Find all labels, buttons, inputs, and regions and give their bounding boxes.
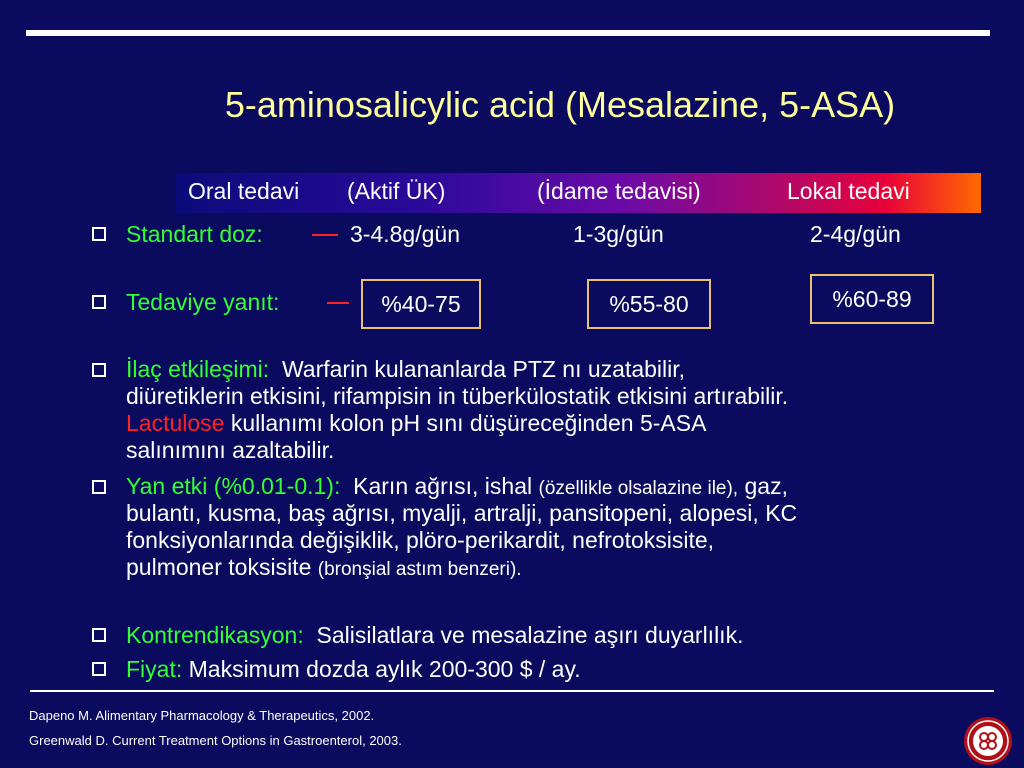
bottom-rule: [30, 690, 994, 692]
interaction-line-3: Lactulose kullanımı kolon pH sını düşüreceğinden 5-ASA: [126, 410, 707, 436]
dose-aktif: 3-4.8g/gün: [350, 221, 460, 247]
price-label: Fiyat:: [126, 656, 183, 682]
bullet-square-icon: [92, 480, 106, 494]
bullet-square-icon: [92, 295, 106, 309]
interaction-line-1: İlaç etkileşimi: Warfarin kulananlarda PTZ nı uzatabilir,: [126, 356, 686, 382]
response-aktif-box: %40-75: [361, 279, 481, 329]
header-oral: Oral tedavi: [188, 178, 300, 204]
side-effect-line-3: fonksiyonlarında değişiklik, plöro-perikardit, nefrotoksisite,: [126, 527, 715, 553]
reference-1: Dapeno M. Alimentary Pharmacology & Therapeutics, 2002.: [29, 708, 375, 723]
interaction-label: İlaç etkileşimi:: [126, 356, 270, 382]
price-line: Fiyat: Maksimum dozda aylık 200-300 $ / ay.: [126, 656, 581, 682]
header-idame: (İdame tedavisi): [537, 178, 701, 204]
interaction-line-4: salınımını azaltabilir.: [126, 437, 335, 463]
reference-2: Greenwald D. Current Treatment Options in Gastroenterol, 2003.: [29, 733, 402, 748]
response-dash: [327, 302, 349, 304]
contra-label: Kontrendikasyon:: [126, 622, 304, 648]
side-effect-line-4: pulmoner toksisite (bronşial astım benzeri).: [126, 554, 522, 580]
bullet-square-icon: [92, 363, 106, 377]
dose-idame: 1-3g/gün: [573, 221, 664, 247]
top-rule: [26, 30, 990, 36]
university-seal-icon: [963, 716, 1013, 766]
side-effect-line-2: bulantı, kusma, baş ağrısı, myalji, artralji, pansitopeni, alopesi, KC: [126, 500, 798, 526]
side-effect-label: Yan etki (%0.01-0.1):: [126, 473, 341, 499]
lactulose-text: Lactulose: [126, 410, 225, 436]
slide-title: 5-aminosalicylic acid (Mesalazine, 5-ASA): [224, 84, 896, 125]
response-idame-box: %55-80: [587, 279, 711, 329]
header-aktif: (Aktif ÜK): [347, 178, 446, 204]
header-lokal: Lokal tedavi: [787, 178, 910, 204]
dose-lokal: 2-4g/gün: [810, 221, 901, 247]
side-effect-line-1: Yan etki (%0.01-0.1): Karın ağrısı, ishal (özellikle olsalazine ile), gaz,: [126, 473, 788, 499]
response-lokal-box: %60-89: [810, 274, 934, 324]
response-label: Tedaviye yanıt:: [126, 289, 280, 315]
bullet-square-icon: [92, 227, 106, 241]
dose-dash: [312, 234, 338, 236]
contra-line: Kontrendikasyon: Salisilatlara ve mesalazine aşırı duyarlılık.: [126, 622, 744, 648]
interaction-line-2: diüretiklerin etkisini, rifampisin in tüberkülostatik etkisini artırabilir.: [126, 383, 789, 409]
bullet-square-icon: [92, 628, 106, 642]
dose-label: Standart doz:: [126, 221, 263, 247]
bullet-square-icon: [92, 662, 106, 676]
